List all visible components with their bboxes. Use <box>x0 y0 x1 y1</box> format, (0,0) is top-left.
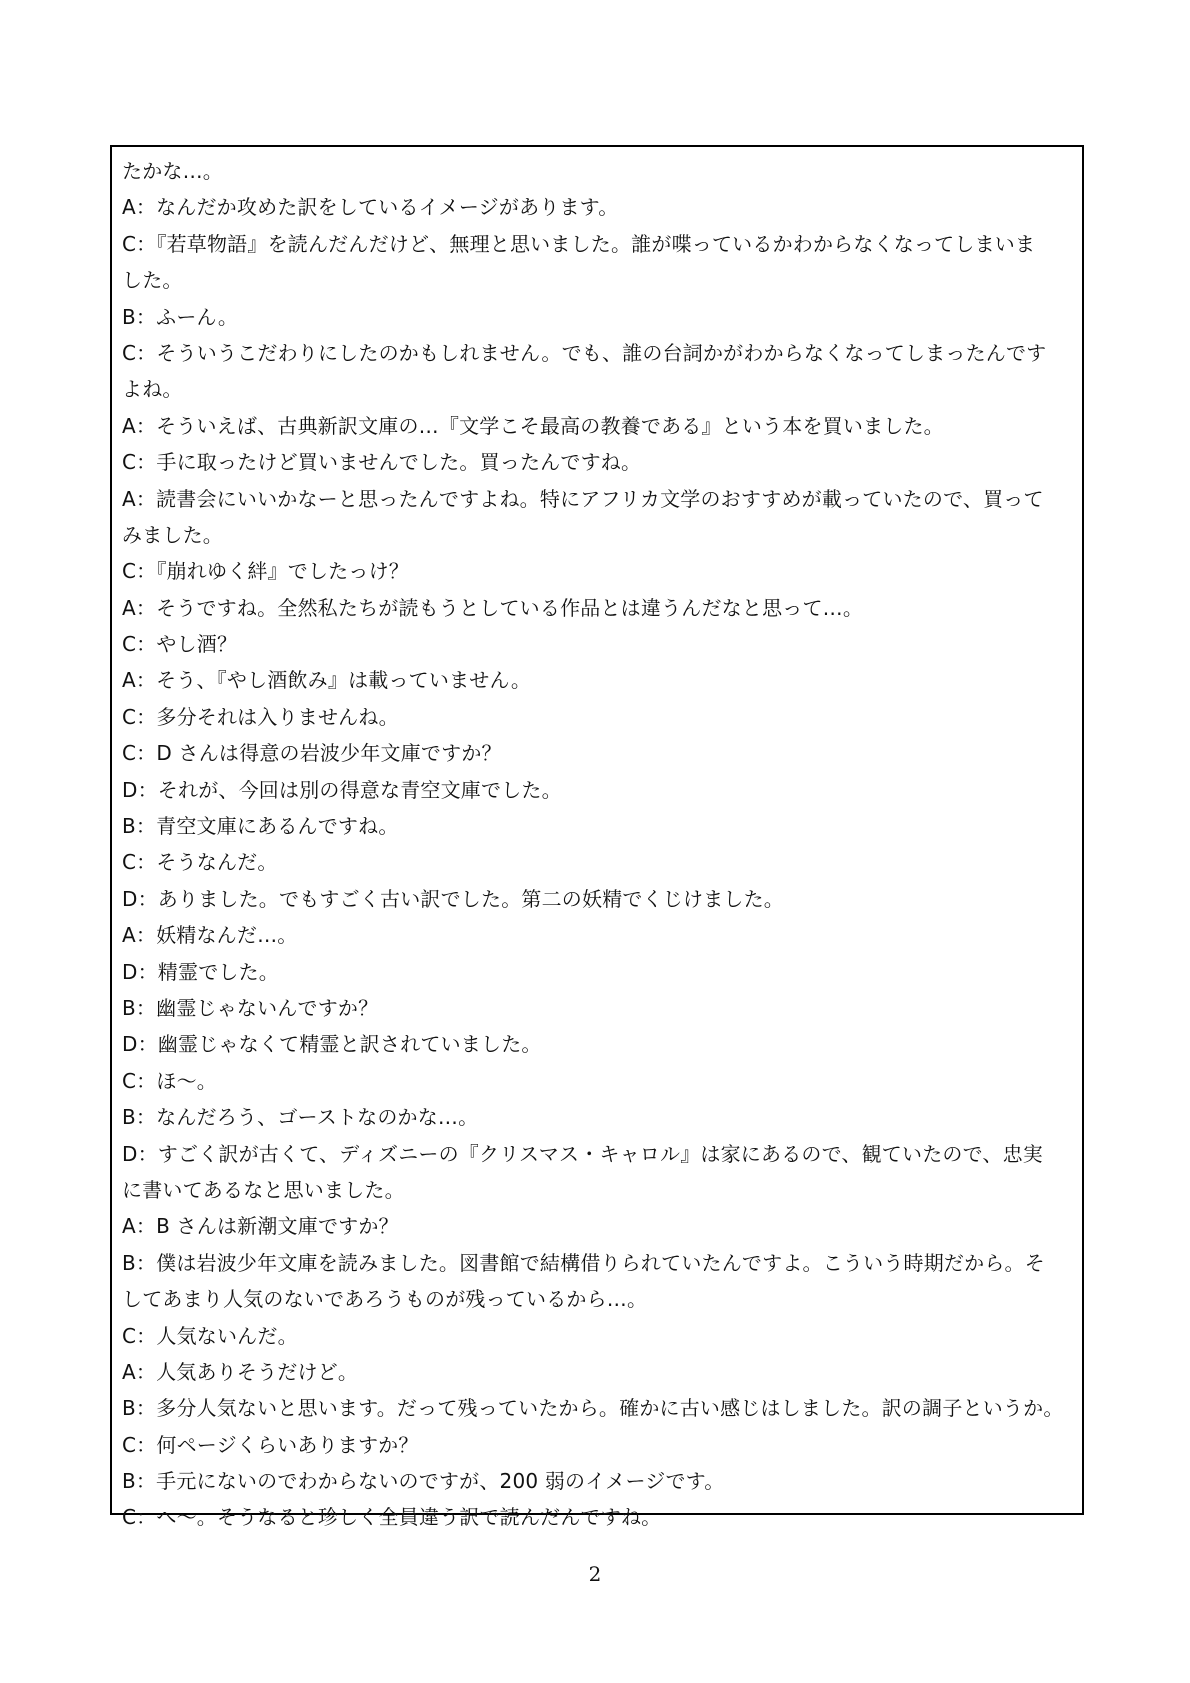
transcript-line: A：B さんは新潮文庫ですか？ <box>122 1214 399 1239</box>
transcript-line: D：すごく訳が古くて、ディズニーの『クリスマス・キャロル』は家にあるので、観ていたので、忠実 <box>122 1141 1043 1166</box>
transcript-line: B：手元にないのでわからないのですが、200 弱のイメージです。 <box>122 1469 725 1494</box>
transcript-line: B：多分人気ないと思います。だって残っていたから。確かに古い感じはしました。訳の調子というか。 <box>122 1396 1064 1421</box>
transcript-line: A：人気ありそうだけど。 <box>122 1359 359 1384</box>
transcript-line: B：幽霊じゃないんですか？ <box>122 995 379 1020</box>
transcript-line: A：妖精なんだ…。 <box>122 923 298 948</box>
transcript-line: B：青空文庫にあるんですね。 <box>122 814 399 839</box>
transcript-line: C：『崩れゆく絆』でしたっけ？ <box>122 559 409 584</box>
transcript-line: C：やし酒？ <box>122 632 238 657</box>
transcript-line: C：そういうこだわりにしたのかもしれません。でも、誰の台詞かがわからなくなってしまったんです <box>122 340 1047 365</box>
transcript-line: B：なんだろう、ゴーストなのかな…。 <box>122 1105 479 1130</box>
transcript-line: C：ほ〜。 <box>122 1068 217 1093</box>
transcript-line: A：そうですね。全然私たちが読もうとしている作品とは違うんだなと思って…。 <box>122 595 864 620</box>
transcript-line: A：そう、『やし酒飲み』は載っていません。 <box>122 668 532 693</box>
transcript-line: よね。 <box>122 377 183 402</box>
transcript-line: してあまり人気のないであろうものが残っているから…。 <box>122 1287 648 1312</box>
transcript-line: たかな…。 <box>122 159 223 183</box>
transcript-line: C：D さんは得意の岩波少年文庫ですか？ <box>122 741 502 766</box>
transcript-line: C：手に取ったけど買いませんでした。買ったんですね。 <box>122 450 642 475</box>
transcript-line: B：ふーん。 <box>122 304 239 329</box>
transcript-box <box>110 145 1084 1530</box>
transcript-line: C：人気ないんだ。 <box>122 1323 298 1348</box>
transcript-line: D：それが、今回は別の得意な青空文庫でした。 <box>122 777 562 802</box>
transcript-line: C：何ページくらいありますか？ <box>122 1432 419 1457</box>
transcript-line: A：そういえば、古典新訳文庫の…『文学こそ最高の教養である』という本を買いました。 <box>122 413 944 438</box>
transcript-line: A：なんだか攻めた訳をしているイメージがあります。 <box>122 195 619 220</box>
transcript-line: C：へ〜。そうなると珍しく全員違う訳で読んだんですね。 <box>122 1505 662 1530</box>
transcript-line: に書いてあるなと思いました。 <box>122 1177 405 1202</box>
transcript-line: した。 <box>122 268 183 293</box>
transcript-line: みました。 <box>122 522 223 547</box>
transcript-line: C：そうなんだ。 <box>122 850 278 875</box>
transcript-line: C：『若草物語』を読んだんだけど、無理と思いました。誰が喋っているかわからなくなってしまいま <box>122 231 1036 256</box>
transcript-line: B：僕は岩波少年文庫を読みました。図書館で結構借りられていたんですよ。こういう時期だから。そ <box>122 1250 1045 1275</box>
transcript-line: A：読書会にいいかなーと思ったんですよね。特にアフリカ文学のおすすめが載っていたので、買って <box>122 486 1044 511</box>
transcript-line: D：ありました。でもすごく古い訳でした。第二の妖精でくじけました。 <box>122 886 784 911</box>
page-number: 2 <box>588 1562 602 1586</box>
transcript-line: D：精霊でした。 <box>122 959 280 984</box>
transcript-line: D：幽霊じゃなくて精霊と訳されていました。 <box>122 1032 542 1057</box>
transcript-line: C：多分それは入りませんね。 <box>122 704 399 729</box>
